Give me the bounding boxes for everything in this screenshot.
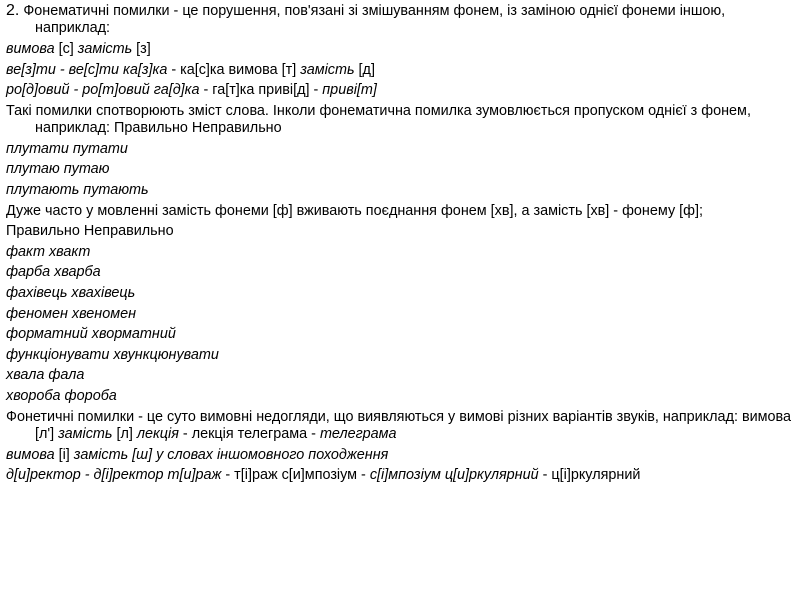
paragraph-p1 [6,2,796,38]
paragraph-p7 [6,161,796,178]
italic-text-segment: фахівець хвахівець [6,284,136,301]
paragraph-p13 [6,285,796,302]
italic-text-segment: лекція [136,425,179,442]
italic-text-segment: плутають путають [6,181,149,198]
italic-text-segment: плутаю путаю [6,161,110,178]
italic-text-segment: ро[д]овий - ро[т]овий га[д]ка [6,82,200,99]
italic-text-segment: замість [77,41,133,57]
paragraph-p10 [6,223,796,240]
paragraph-p3 [6,62,796,79]
italic-text-segment: форматний хворматний [6,326,176,343]
paragraph-p2 [6,41,796,58]
paragraph-p8 [6,182,796,199]
paragraph-p15 [6,326,796,343]
paragraph-p20 [6,447,796,464]
paragraph-p14 [6,306,796,323]
italic-text-segment: хвала фала [6,367,85,384]
text-segment: Правильно Неправильно [6,223,174,240]
text-segment: - ка[с]ка вимова [т] [167,61,301,78]
paragraph-p16 [6,347,796,364]
paragraph-p11 [6,244,796,261]
paragraph-p12 [6,264,796,281]
italic-text-segment: д[и]ректор - д[і]ректор т[и]раж [6,467,222,484]
paragraph-p18 [6,388,796,405]
italic-text-segment: хвороба фороба [6,387,117,404]
text-segment: - га[т]ка приві[д] - [199,82,323,99]
italic-text-segment: ве[з]ти - ве[с]ти ка[з]ка [6,61,168,78]
text-segment: [л] [112,425,137,442]
text-segment: - лекція телеграма - [178,425,320,442]
text-segment: Такі помилки спотворюють зміст слова. Інколи фонематична помилка зумовлюється пропуском однієї з фонем, наприклад: Правильно Неправильно [6,102,751,137]
text-segment: [і] [54,446,74,463]
italic-text-segment: вимова [6,41,55,57]
italic-text-segment: функціонувати хвункцюнувати [6,346,219,363]
paragraph-p6 [6,141,796,158]
italic-text-segment: приві[т] [322,82,377,99]
text-segment: Дуже часто у мовленні замість фонеми [ф] вживають поєднання фонем [хв], а замість [хв] - фонему [ф]; [6,202,703,219]
text-segment: 2. [6,2,20,19]
italic-text-segment: вимова [6,446,55,463]
italic-text-segment: с[і]мпозіум ц[и]ркулярний [369,467,539,484]
text-segment: Фонематичні помилки - це порушення, пов'язані зі змішуванням фонем, із заміною однієї фонеми іншою, наприклад: [19,3,726,37]
italic-text-segment: фарба хварба [6,264,101,281]
italic-text-segment: факт хвакт [6,243,91,260]
italic-text-segment: феномен хвеномен [6,305,137,322]
italic-text-segment: замість [ш] у словах іншомовного походження [73,446,389,463]
text-segment: - т[і]раж с[и]мпозіум - [221,467,370,484]
paragraph-p17 [6,367,796,384]
italic-text-segment: телеграма [319,425,397,442]
document-body [6,2,796,488]
paragraph-p19 [6,409,796,444]
italic-text-segment: замість [58,425,113,442]
text-segment: [с] [54,41,78,57]
paragraph-p5 [6,103,796,138]
paragraph-p9 [6,203,796,220]
text-segment: [д] [354,61,375,78]
text-segment: [з] [132,41,151,57]
text-segment: Фонетичні помилки - це суто вимовні недогляди, що виявляються у вимові різних варіантів звуків, наприклад: вимова [л'] [6,408,792,442]
italic-text-segment: замість [300,61,355,78]
paragraph-p4 [6,82,796,99]
italic-text-segment: плутати путати [6,140,128,157]
paragraph-p21 [6,467,796,484]
text-segment: - ц[і]ркулярний [538,467,641,484]
